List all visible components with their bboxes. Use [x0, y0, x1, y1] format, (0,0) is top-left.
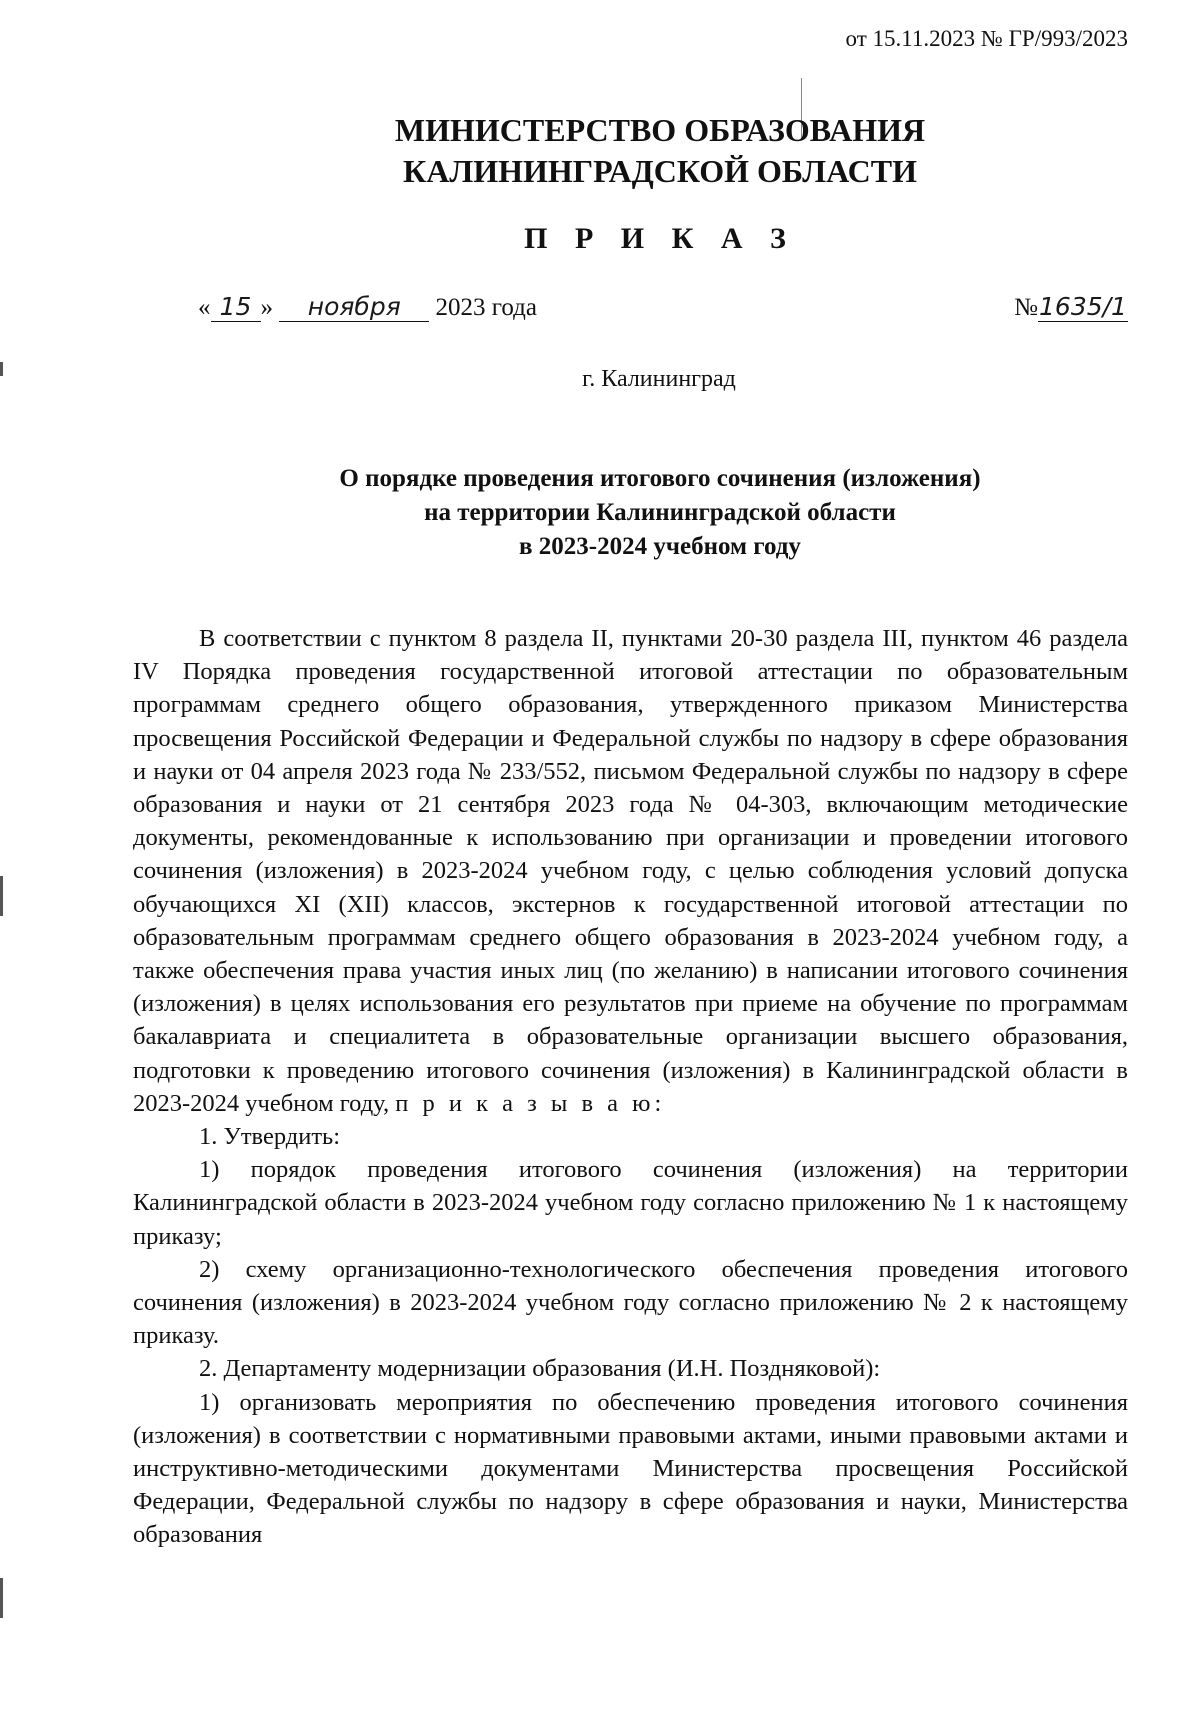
order-word: п р и к а з ы в а ю: — [395, 1089, 666, 1117]
margin-mark — [0, 1578, 3, 1618]
preamble-text: В соответствии с пунктом 8 раздела II, пунктами 20-30 раздела III, пунктом 46 раздела IV Порядка проведения государственной итоговой аттестации по образовательным программам среднего общего образования, утвержденного приказом Министерства просвещения Российской Федерации и Федеральной службы по надзору в сфере образования и науки от 04 апреля 2023 года № 233/552, письмом Федеральной службы по надзору в сфере образования и науки от 21 сентября 2023 года № 04-303, включающим методические документы, рекомендованные к использованию при организации и проведении итогового сочинения (изложения) в 2023-2024 учебном году, с целью соблюдения условий допуска обучающихся XI (XII) классов, экстернов к государственной итоговой аттестации по образовательным программам среднего общего образования в 2023-2024 учебном году, а также обеспечения права участия иных лиц (по желанию) в написании итогового сочинения (изложения) в целях использования его результатов при приеме на обучение по программам бакалавриата и специалитета в образовательные организации высшего образования, подготовки к проведению итогового сочинения (изложения) в Калининградской области в 2023-2024 учебном году, — [133, 625, 1128, 1117]
item-paragraph: 2. Департаменту модернизации образования (И.Н. Поздняковой): — [199, 1355, 881, 1383]
ministry-line-1: МИНИСТЕРСТВО ОБРАЗОВАНИЯ — [394, 112, 926, 148]
order-number — [1014, 292, 1128, 322]
ministry-header — [0, 110, 1200, 192]
city: г. Калининград — [582, 366, 736, 392]
ministry-line-2: КАЛИНИНГРАДСКОЙ ОБЛАСТИ — [403, 153, 917, 189]
item-paragraph: 1) организовать мероприятия по обеспечению проведения итогового сочинения (изложения) в соответствии с нормативными правовыми актами, иными правовыми актами и инструктивно-методическими документами Министерства просвещения Российской Федерации, Федеральной службы по надзору в сфере образования и науки, Министерства образования — [133, 1388, 1128, 1549]
preamble-paragraph — [133, 622, 1128, 1120]
order-subject — [0, 462, 1200, 564]
open-quote: « — [198, 294, 211, 321]
date-number-row — [198, 292, 1128, 332]
order-year: 2023 года — [435, 294, 537, 321]
close-quote: » — [260, 294, 273, 321]
item-paragraph: 1) порядок проведения итогового сочинения (изложения) на территории Калининградской области в 2023-2024 учебном году согласно приложению № 1 к настоящему приказу; — [133, 1156, 1128, 1250]
subject-line-3: в 2023-2024 учебном году — [519, 533, 801, 560]
order-date — [198, 292, 537, 322]
item-paragraph: 1. Утвердить: — [199, 1123, 341, 1151]
number-sign: № — [1014, 294, 1038, 321]
subject-line-1: О порядке проведения итогового сочинения (изложения) — [339, 465, 981, 492]
margin-mark — [0, 876, 3, 916]
registration-number: от 15.11.2023 № ГР/993/2023 — [845, 26, 1128, 51]
item-paragraph: 2) схему организационно-технологического обеспечения проведения итогового сочинения (изложения) в 2023-2024 учебном году согласно приложению № 2 к настоящему приказу. — [133, 1255, 1128, 1350]
order-body — [133, 622, 1128, 1552]
handwritten-month: ноября — [279, 292, 429, 322]
subject-line-2: на территории Калининградской области — [424, 499, 896, 526]
order-title: П Р И К А З — [524, 222, 796, 255]
handwritten-number: 1635/1 — [1039, 292, 1127, 321]
handwritten-day: 15 — [211, 292, 261, 322]
